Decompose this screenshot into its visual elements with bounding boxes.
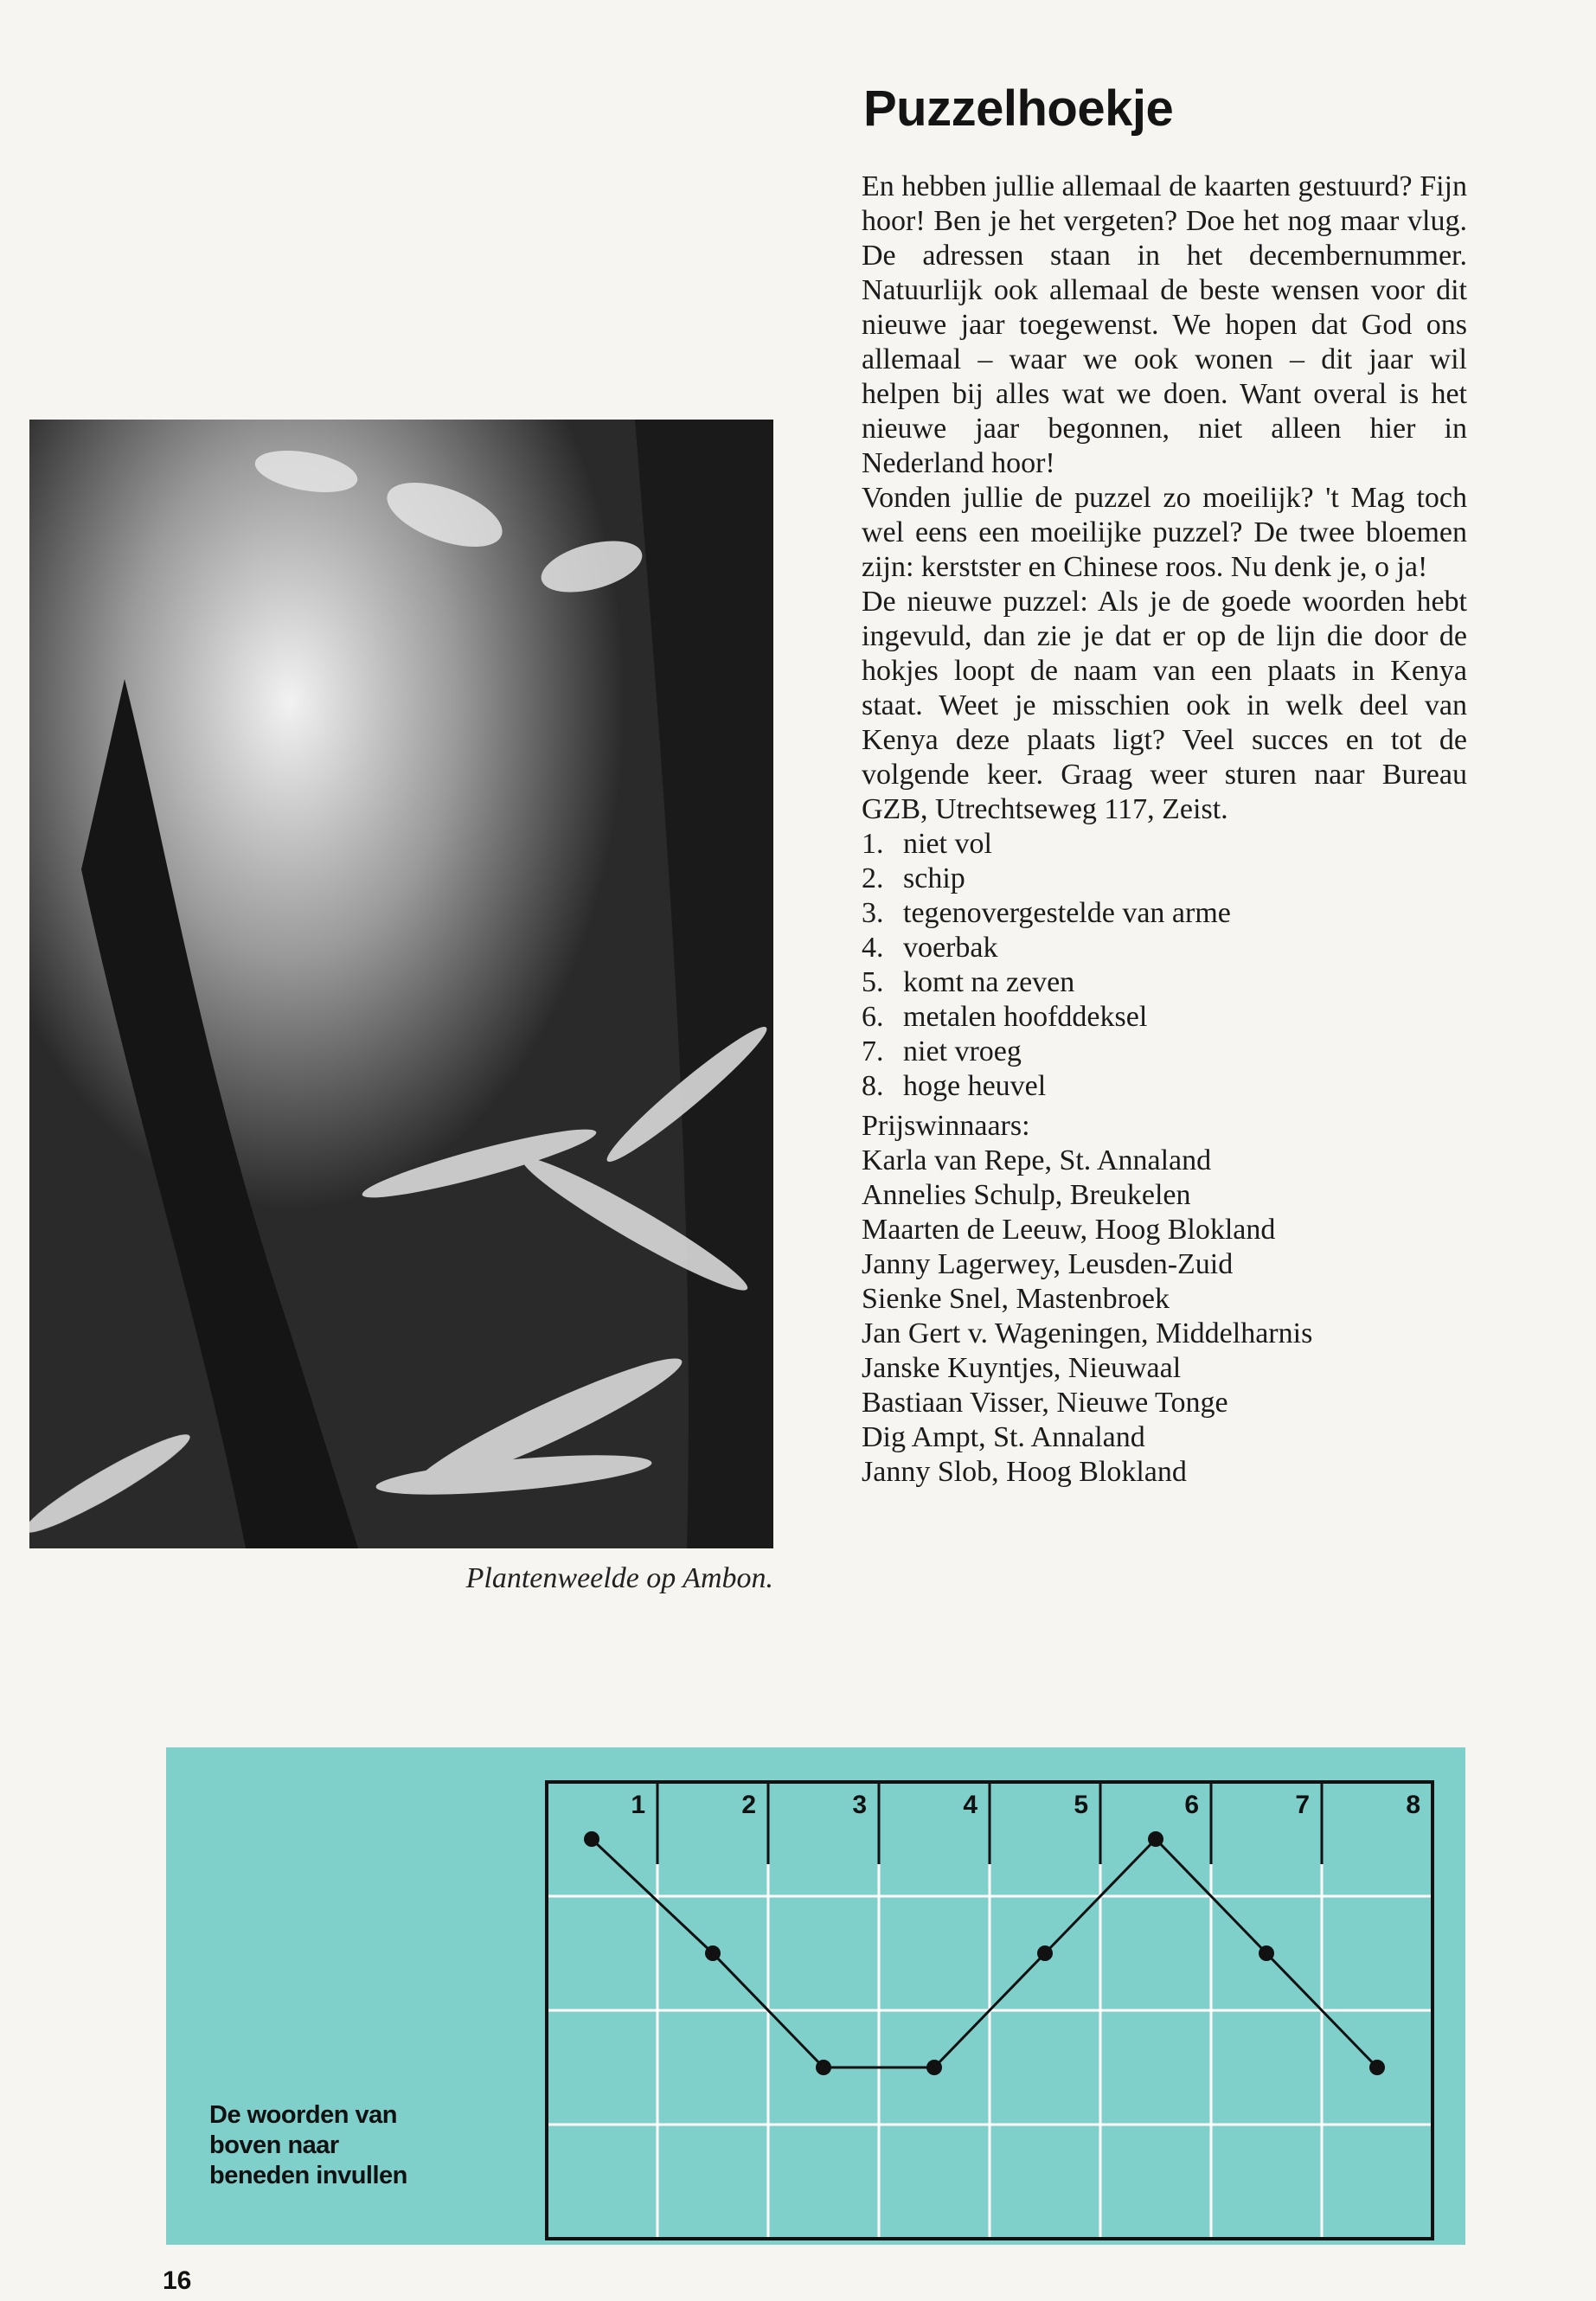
puzzle-panel bbox=[166, 1747, 1465, 2245]
clue-text: niet vroeg bbox=[903, 1035, 1022, 1067]
clue-text: niet vol bbox=[903, 828, 992, 860]
path-dot bbox=[1148, 1831, 1163, 1847]
path-dot bbox=[816, 2060, 831, 2075]
page-title: Puzzelhoekje bbox=[863, 80, 1174, 137]
grid-cell bbox=[657, 2125, 768, 2239]
column-number: 6 bbox=[1184, 1791, 1199, 1819]
article-body bbox=[862, 170, 1467, 1490]
winner-item: Janske Kuyntjes, Nieuwaal bbox=[862, 1352, 1182, 1384]
grid-cell bbox=[990, 2125, 1100, 2239]
path-dot bbox=[584, 1831, 599, 1847]
jungle-photo bbox=[29, 420, 773, 1548]
clue-text: komt na zeven bbox=[903, 966, 1075, 998]
clue-item bbox=[862, 1069, 1467, 1104]
grid-cell bbox=[547, 1896, 657, 2010]
grid-cell bbox=[1322, 1896, 1433, 2010]
clue-text: voerbak bbox=[903, 932, 998, 964]
clue-number: 3. bbox=[862, 897, 884, 929]
column-number: 2 bbox=[741, 1791, 756, 1819]
clue-number: 8. bbox=[862, 1070, 884, 1102]
path-dot bbox=[1259, 1945, 1274, 1961]
grid-cell bbox=[657, 2010, 768, 2125]
clue-number: 5. bbox=[862, 966, 884, 998]
grid-cell bbox=[1100, 1896, 1211, 2010]
column-number: 8 bbox=[1406, 1791, 1420, 1819]
winner-item: Annelies Schulp, Breukelen bbox=[862, 1179, 1191, 1211]
intro-paragraph: De nieuwe puzzel: Als je de goede woorden hebt ingevuld, dan zie je dat er op de lijn die door de hokjes loopt de naam van een plaats in Kenya staat. Weet je misschien ook in welk deel van Kenya deze plaats ligt? Veel succes en tot de volgende keer. Graag weer sturen naar Bureau GZB, Utrechtseweg 117, Zeist. bbox=[862, 586, 1467, 825]
winner-item: Jan Gert v. Wageningen, Middelharnis bbox=[862, 1317, 1313, 1349]
winner-item: Karla van Repe, St. Annaland bbox=[862, 1144, 1212, 1176]
column-number: 7 bbox=[1295, 1791, 1310, 1819]
column-number: 1 bbox=[631, 1791, 645, 1819]
page-number: 16 bbox=[163, 2266, 192, 2295]
clue-number: 1. bbox=[862, 828, 884, 860]
clue-item bbox=[862, 896, 1467, 931]
grid-cell bbox=[547, 2125, 657, 2239]
winners-heading: Prijswinnaars: bbox=[862, 1110, 1030, 1142]
winner-item: Bastiaan Visser, Nieuwe Tonge bbox=[862, 1387, 1228, 1419]
grid-cell bbox=[1211, 2010, 1322, 2125]
clue-text: hoge heuvel bbox=[903, 1070, 1047, 1102]
grid-cell bbox=[990, 2010, 1100, 2125]
photo-caption: Plantenweelde op Ambon. bbox=[465, 1562, 773, 1594]
clue-number: 7. bbox=[862, 1035, 884, 1067]
grid-cell bbox=[1211, 2125, 1322, 2239]
grid-cell bbox=[768, 1896, 879, 2010]
winners-list bbox=[862, 1144, 1467, 1490]
grid-cell bbox=[879, 1896, 990, 2010]
clue-number: 4. bbox=[862, 932, 884, 964]
clue-list bbox=[862, 827, 1467, 1104]
clue-item bbox=[862, 1035, 1467, 1069]
intro-paragraph: Vonden jullie de puzzel zo moeilijk? 't Mag toch wel eens een moeilijke puzzel? De twee bloemen zijn: kerstster en Chinese roos. Nu denk je, o ja! bbox=[862, 482, 1467, 583]
grid-cell bbox=[547, 2010, 657, 2125]
clue-item bbox=[862, 827, 1467, 862]
winner-item: Maarten de Leeuw, Hoog Blokland bbox=[862, 1214, 1276, 1246]
clue-text: metalen hoofddeksel bbox=[903, 1001, 1148, 1033]
clue-item bbox=[862, 1000, 1467, 1035]
clue-item bbox=[862, 931, 1467, 965]
path-dot bbox=[926, 2060, 942, 2075]
grid-cell bbox=[768, 2125, 879, 2239]
clue-text: schip bbox=[903, 862, 965, 894]
clue-text: tegenovergestelde van arme bbox=[903, 897, 1231, 929]
grid-cell bbox=[1100, 2125, 1211, 2239]
winner-item: Sienke Snel, Mastenbroek bbox=[862, 1283, 1170, 1315]
column-number: 4 bbox=[963, 1791, 977, 1819]
clue-number: 2. bbox=[862, 862, 884, 894]
intro-paragraph: En hebben jullie allemaal de kaarten gestuurd? Fijn hoor! Ben je het vergeten? Doe het nog maar vlug. De adressen staan in het decembernummer. Natuurlijk ook allemaal de beste wensen voor dit nieuwe jaar toegewenst. We hopen dat God ons allemaal – waar we ook wonen – dit jaar wil helpen bij alles wat we doen. Want overal is het nieuwe jaar begonnen, niet alleen hier in Nederland hoor! bbox=[862, 170, 1467, 479]
clue-item bbox=[862, 862, 1467, 896]
grid-cell bbox=[879, 2125, 990, 2239]
winner-item: Janny Lagerwey, Leusden-Zuid bbox=[862, 1248, 1234, 1280]
grid-cell bbox=[1100, 2010, 1211, 2125]
grid-cell bbox=[1322, 2125, 1433, 2239]
clue-item bbox=[862, 965, 1467, 1000]
puzzle-instruction: De woorden van boven naar beneden invullen bbox=[209, 2101, 407, 2189]
column-number: 3 bbox=[852, 1791, 867, 1819]
path-dot bbox=[1369, 2060, 1385, 2075]
column-number: 5 bbox=[1074, 1791, 1088, 1819]
path-dot bbox=[705, 1945, 721, 1961]
path-dot bbox=[1037, 1945, 1053, 1961]
winner-item: Dig Ampt, St. Annaland bbox=[862, 1421, 1145, 1453]
winner-item: Janny Slob, Hoog Blokland bbox=[862, 1456, 1187, 1488]
clue-number: 6. bbox=[862, 1001, 884, 1033]
